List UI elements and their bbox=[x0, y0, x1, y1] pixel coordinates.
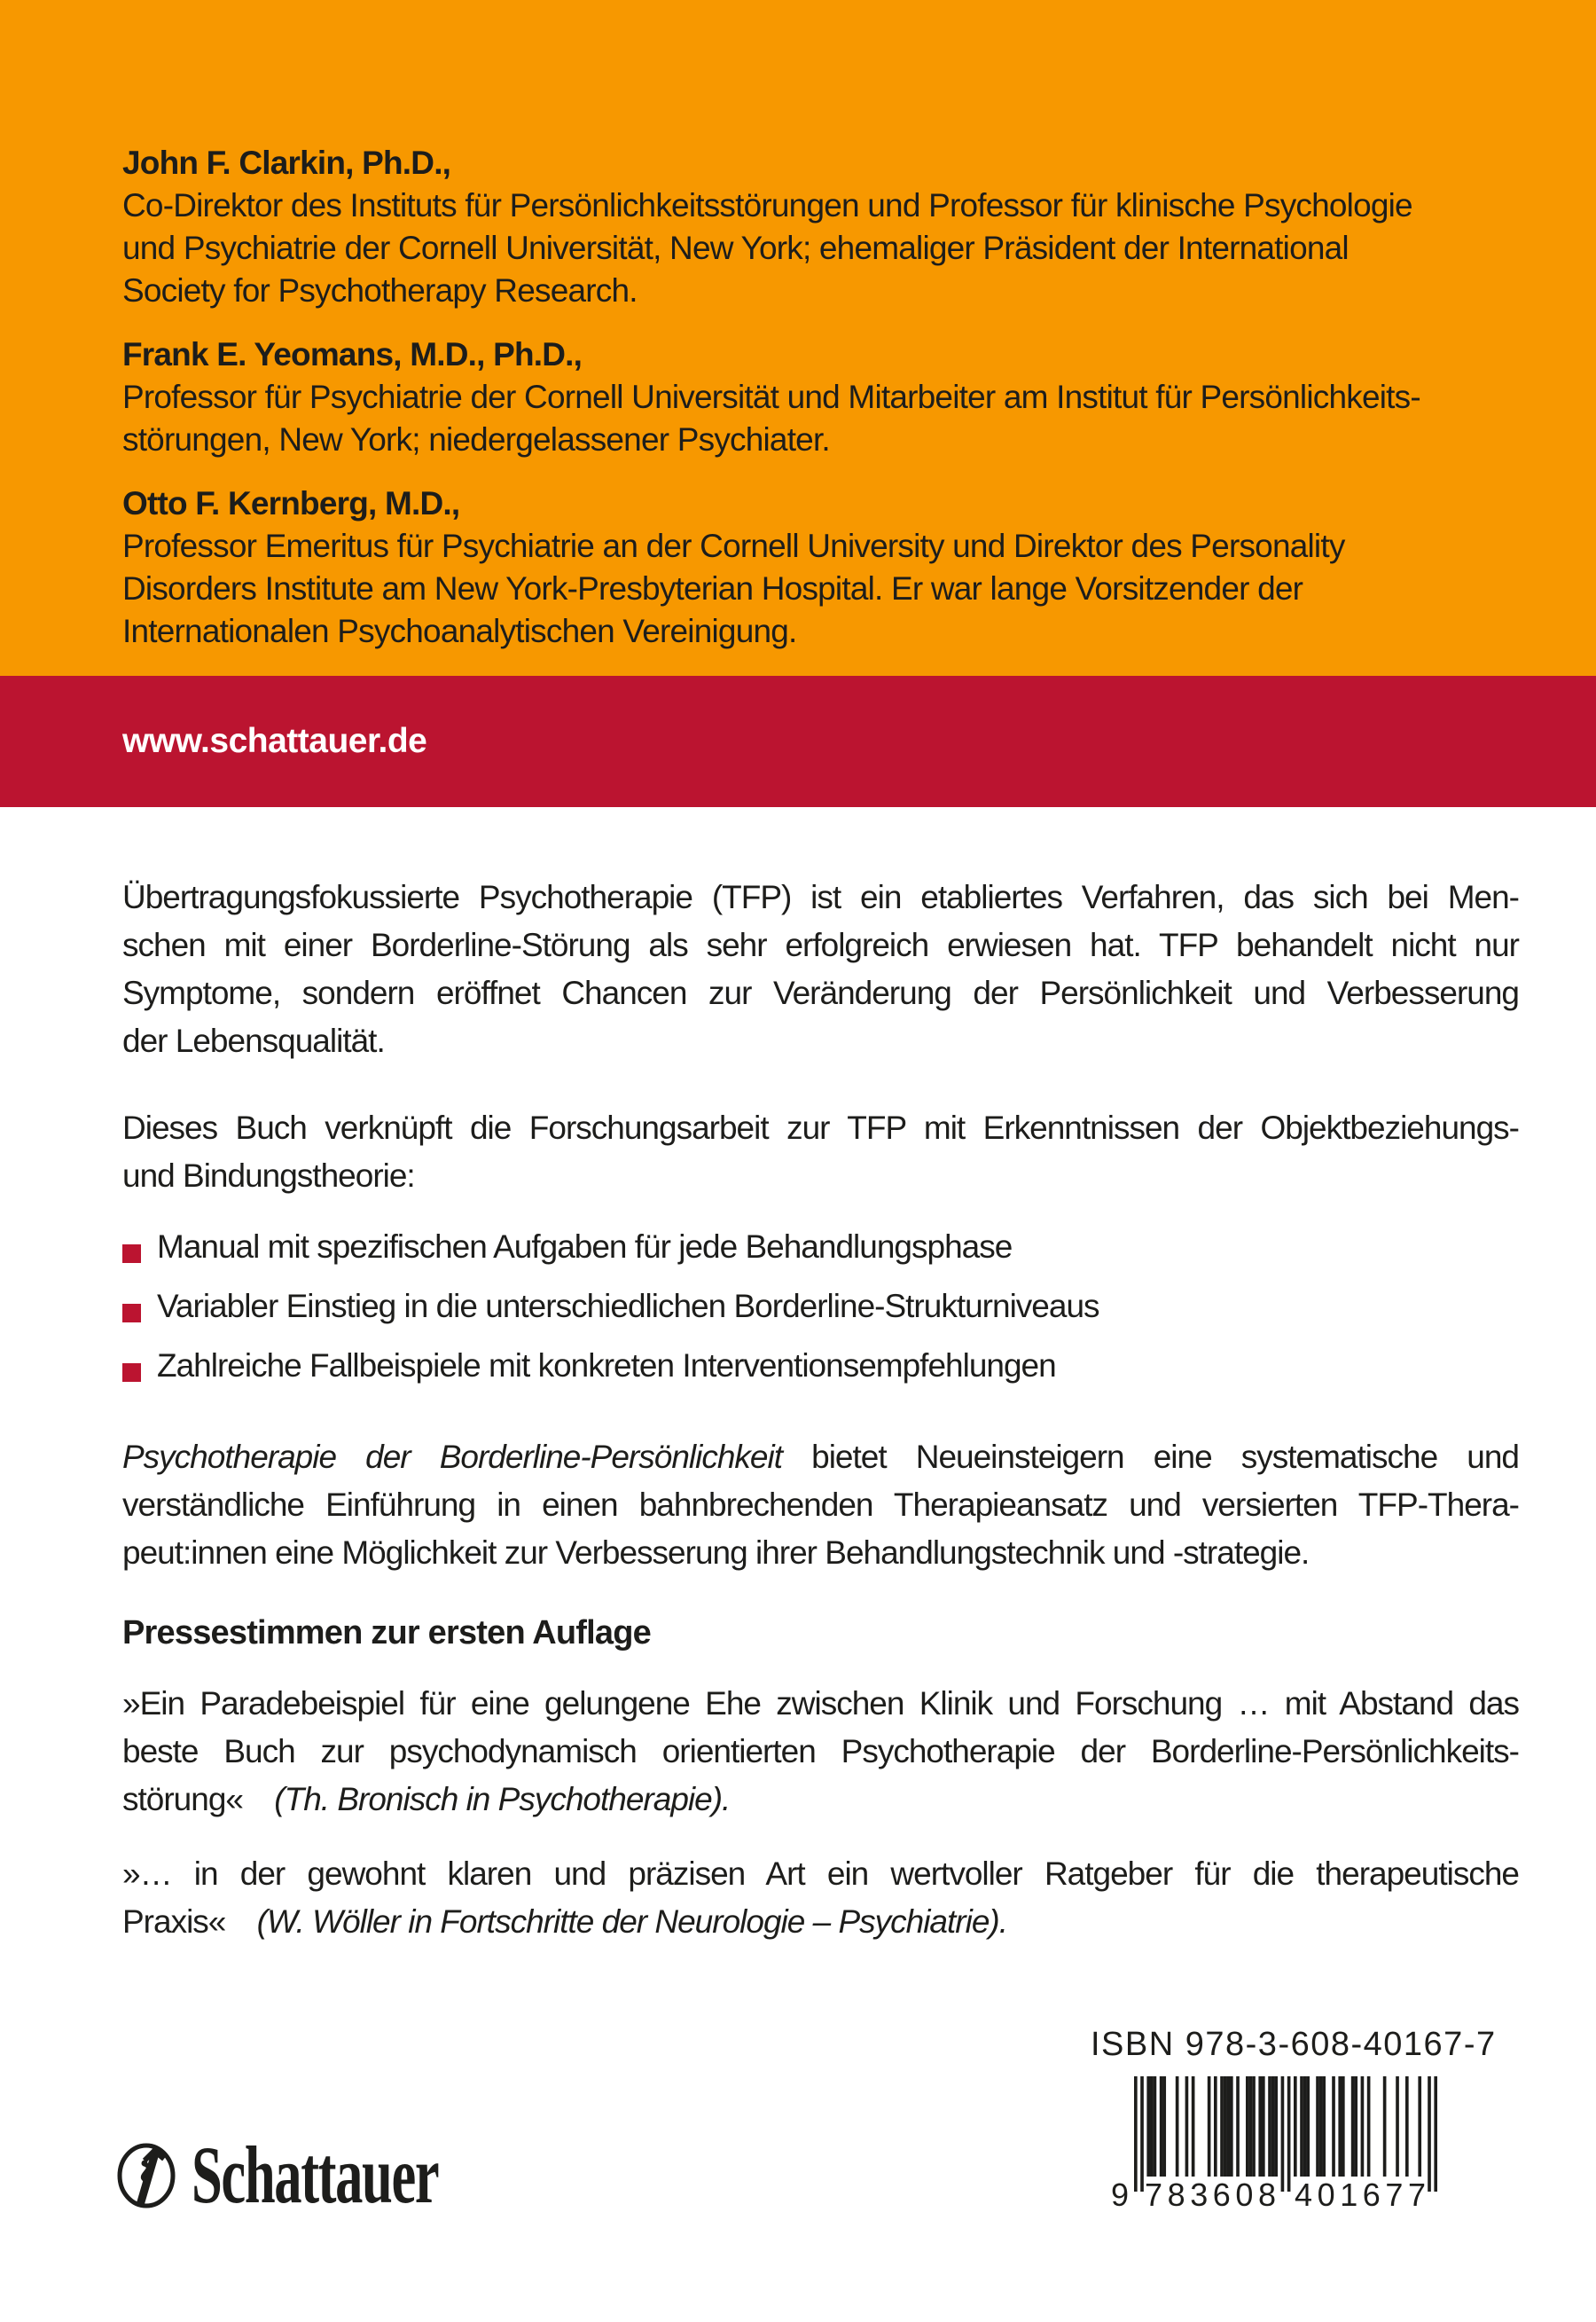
barcode-digits-left bbox=[1145, 2179, 1276, 2211]
publisher-url: www.schattauer.de bbox=[122, 722, 427, 760]
barcode-digit: 0 bbox=[1317, 2177, 1335, 2213]
author-name: Frank E. Yeomans, M.D., Ph.D., bbox=[122, 336, 583, 373]
barcode-digit: 4 bbox=[1295, 2177, 1313, 2213]
quote-end: Praxis« bbox=[122, 1903, 226, 1940]
author-block bbox=[122, 482, 1525, 653]
list-item-label: Zahlreiche Fallbeispiele mit konkreten Interventionsempfehlungen bbox=[157, 1347, 1056, 1384]
text-segment: bietet Neueinsteigern eine systematische und bbox=[811, 1439, 1519, 1475]
aesculapius-staff-icon bbox=[115, 2139, 177, 2210]
text-line: Symptome, sondern eröffnet Chancen zur Veränderung der Persönlichkeit und Verbesserung bbox=[122, 975, 1519, 1011]
text-line: verständliche Einführung in einen bahnbrechenden Therapieansatz und versierten TFP-Thera- bbox=[122, 1487, 1519, 1523]
bullet-square-icon bbox=[122, 1363, 141, 1382]
text-line: Übertragungsfokussierte Psychotherapie (TFP) ist ein etabliertes Verfahren, das sich bei Men- bbox=[122, 879, 1519, 915]
author-block bbox=[122, 142, 1525, 312]
quote-attribution: (Th. Bronisch in Psychotherapie). bbox=[274, 1781, 731, 1817]
text-line: »Ein Paradebeispiel für eine gelungene Ehe zwischen Klinik und Forschung … mit Abstand das bbox=[122, 1685, 1519, 1722]
barcode-digit-lead: 9 bbox=[1110, 2177, 1129, 2213]
list-item bbox=[122, 1223, 1519, 1283]
list-item-label: Manual mit spezifischen Aufgaben für jede Behandlungsphase bbox=[157, 1228, 1013, 1265]
list-item-label: Variabler Einstieg in die unterschiedlichen Borderline-Strukturniveaus bbox=[157, 1288, 1099, 1324]
book-link-paragraph bbox=[122, 1104, 1519, 1200]
text-line: »… in der gewohnt klaren und präzisen Art ein wertvoller Ratgeber für die therapeutische bbox=[122, 1855, 1519, 1892]
ean-barcode bbox=[1110, 2076, 1437, 2222]
url-band bbox=[0, 676, 1596, 807]
barcode-digit: 6 bbox=[1212, 2177, 1231, 2213]
press-quote bbox=[122, 1850, 1519, 1946]
author-bio-line: Co-Direktor des Instituts für Persönlichkeitsstörungen und Professor für klinische Psychologie bbox=[122, 187, 1412, 224]
isbn-block bbox=[1091, 2025, 1497, 2222]
press-heading: Pressestimmen zur ersten Auflage bbox=[122, 1614, 652, 1651]
list-item bbox=[122, 1283, 1519, 1342]
back-cover-copy bbox=[122, 874, 1519, 1946]
audience-paragraph bbox=[122, 1433, 1519, 1577]
quote-attribution: (W. Wöller in Fortschritte der Neurologie – Psychiatrie). bbox=[256, 1903, 1008, 1940]
text-line: Dieses Buch verknüpft die Forschungsarbeit zur TFP mit Erkenntnissen der Objektbeziehungs- bbox=[122, 1110, 1519, 1146]
barcode-digit: 7 bbox=[1407, 2177, 1426, 2213]
text-line: peut:innen eine Möglichkeit zur Verbesserung ihrer Behandlungstechnik und -strategie. bbox=[122, 1534, 1310, 1571]
publisher-name: Schattauer bbox=[192, 2130, 439, 2220]
author-bio-line: Professor Emeritus für Psychiatrie an der Cornell University und Direktor des Personality bbox=[122, 528, 1345, 564]
text-line bbox=[122, 1776, 1519, 1824]
publisher-logo bbox=[115, 2130, 554, 2220]
barcode-digit: 7 bbox=[1145, 2177, 1163, 2213]
bullet-square-icon bbox=[122, 1304, 141, 1322]
author-bios bbox=[122, 142, 1525, 653]
text-line bbox=[122, 1898, 1519, 1946]
book-title-inline: Psychotherapie der Borderline-Persönlichkeit bbox=[122, 1439, 783, 1475]
feature-list bbox=[122, 1223, 1519, 1401]
text-line: schen mit einer Borderline-Störung als sehr erfolgreich erwiesen hat. TFP behandelt nicht nur bbox=[122, 927, 1519, 963]
quote-end: störung« bbox=[122, 1781, 243, 1817]
press-quote bbox=[122, 1680, 1519, 1824]
text-line: der Lebensqualität. bbox=[122, 1023, 385, 1059]
author-bio-line: störungen, New York; niedergelassener Psychiater. bbox=[122, 421, 830, 458]
barcode-digit: 0 bbox=[1235, 2177, 1254, 2213]
author-name: John F. Clarkin, Ph.D., bbox=[122, 145, 451, 181]
author-bio-line: Internationalen Psychoanalytischen Vereinigung. bbox=[122, 613, 797, 649]
barcode-digit: 3 bbox=[1190, 2177, 1209, 2213]
text-line: und Bindungstheorie: bbox=[122, 1157, 415, 1194]
list-item bbox=[122, 1342, 1519, 1401]
barcode-digit: 8 bbox=[1167, 2177, 1185, 2213]
barcode-digits-right bbox=[1295, 2179, 1426, 2211]
barcode-bars bbox=[1134, 2076, 1437, 2192]
author-bio-line: Disorders Institute am New York-Presbyterian Hospital. Er war lange Vorsitzender der bbox=[122, 570, 1303, 607]
author-bio-line: und Psychiatrie der Cornell Universität, New York; ehemaliger Präsident der International bbox=[122, 230, 1349, 266]
author-name: Otto F. Kernberg, M.D., bbox=[122, 485, 460, 522]
author-bio-line: Society for Psychotherapy Research. bbox=[122, 272, 638, 309]
author-bio-line: Professor für Psychiatrie der Cornell Universität und Mitarbeiter am Institut für Persönlichkeits- bbox=[122, 379, 1420, 415]
isbn-label: ISBN 978-3-608-40167-7 bbox=[1091, 2026, 1497, 2063]
text-line: beste Buch zur psychodynamisch orientierten Psychotherapie der Borderline-Persönlichkeits- bbox=[122, 1733, 1519, 1769]
text-line bbox=[122, 1433, 1519, 1481]
bullet-square-icon bbox=[122, 1244, 141, 1263]
barcode-digit: 6 bbox=[1362, 2177, 1381, 2213]
barcode-digit: 8 bbox=[1257, 2177, 1276, 2213]
barcode-digit: 7 bbox=[1385, 2177, 1404, 2213]
intro-paragraph bbox=[122, 874, 1519, 1065]
barcode-digit: 1 bbox=[1340, 2177, 1358, 2213]
author-block bbox=[122, 333, 1525, 461]
